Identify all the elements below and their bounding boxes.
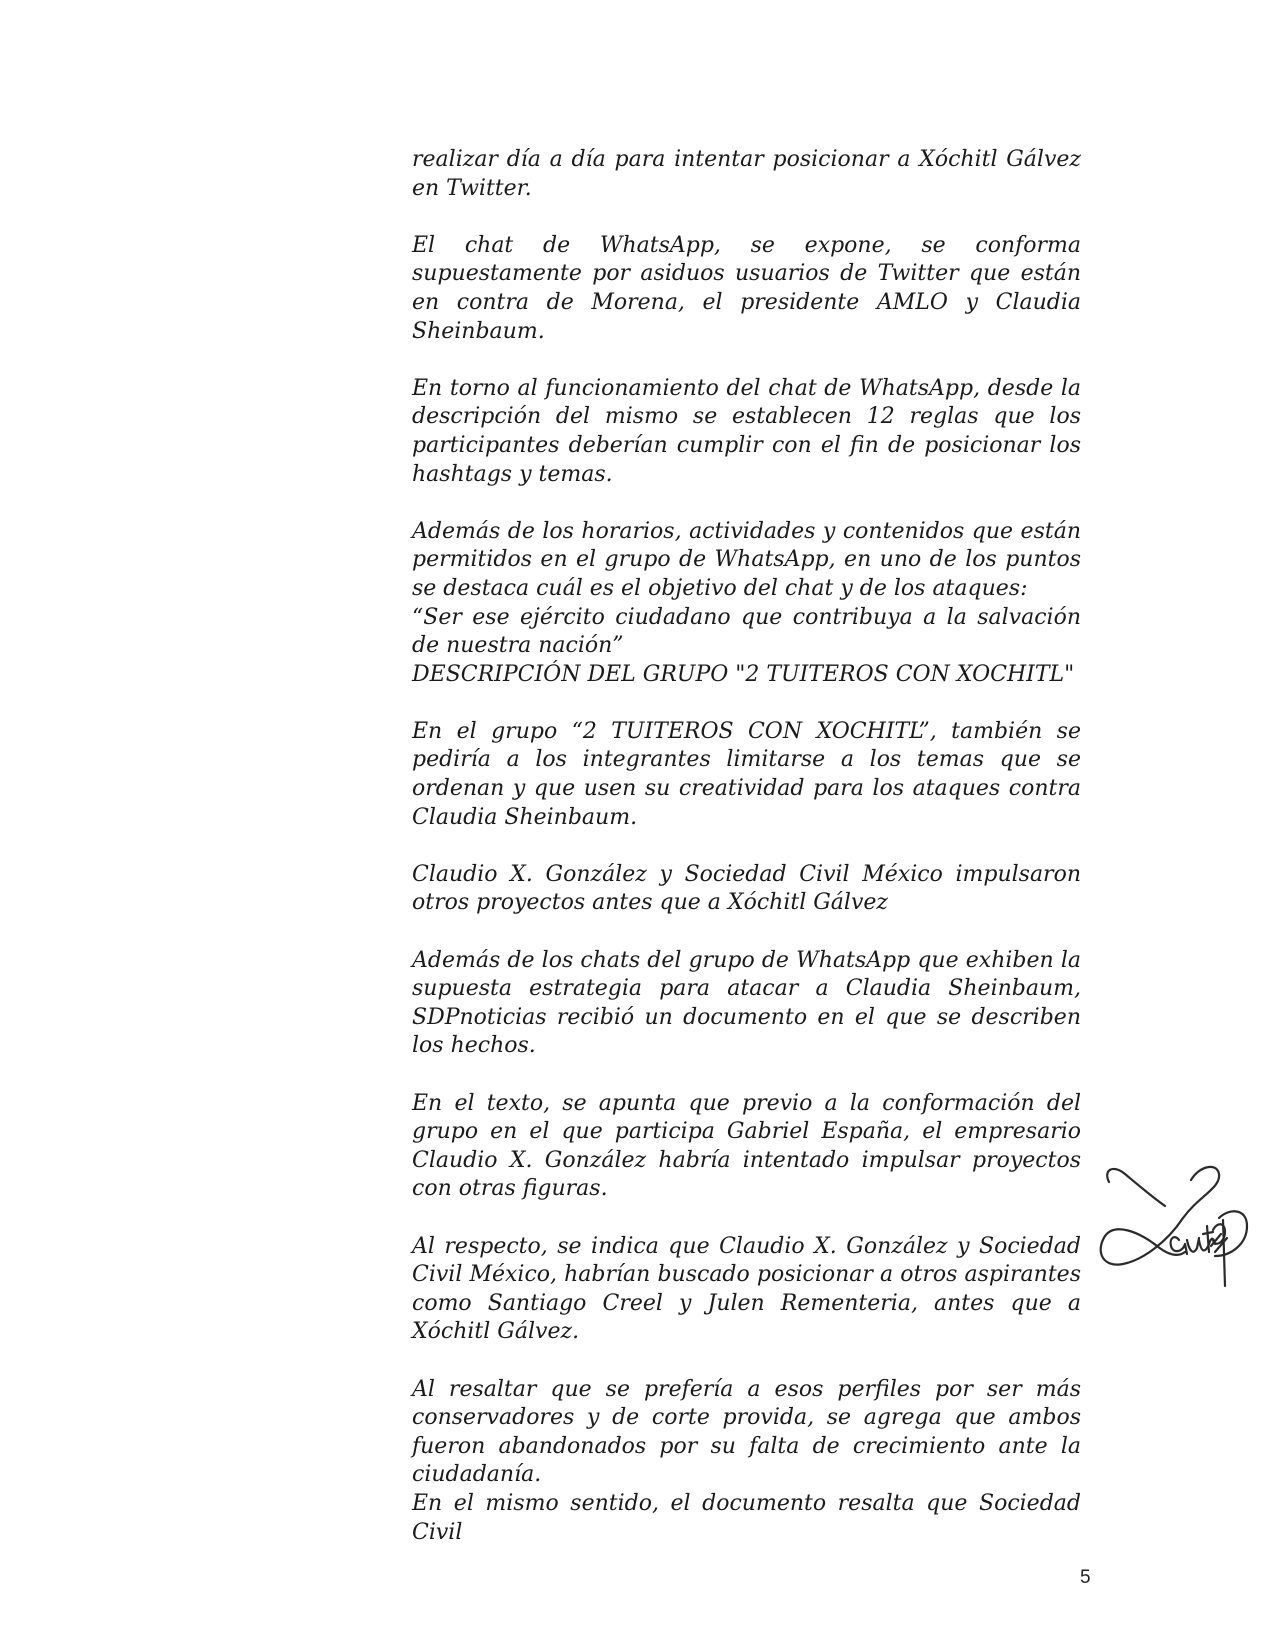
paragraph: Al respecto, se indica que Claudio X. González y Sociedad Civil México, habrían buscado posicionar a otros aspirantes como Santiago Creel y Julen Rementeria, antes que a Xóchitl Gálvez. <box>412 1233 1081 1345</box>
body-text <box>412 146 1081 1547</box>
paragraph: En el grupo “2 TUITEROS CON XOCHITL”, también se pediría a los integrantes limitarse a los temas que se ordenan y que usen su creatividad para los ataques contra Claudia Sheinbaum. <box>412 718 1081 830</box>
paragraph: En el mismo sentido, el documento resalta que Sociedad Civil <box>412 1490 1081 1545</box>
paragraph: En el texto, se apunta que previo a la conformación del grupo en el que participa Gabriel España, el empresario Claudio X. González habría intentado impulsar proyectos con otras figuras. <box>412 1090 1081 1202</box>
section-heading: DESCRIPCIÓN DEL GRUPO "2 TUITEROS CON XOCHITL" <box>412 661 1075 687</box>
paragraph: En torno al funcionamiento del chat de WhatsApp, desde la descripción del mismo se establecen 12 reglas que los participantes deberían cumplir con el fin de posicionar los hashtags y temas. <box>412 375 1081 487</box>
paragraph: realizar día a día para intentar posicionar a Xóchitl Gálvez en Twitter. <box>412 147 1081 201</box>
subheading: Claudio X. González y Sociedad Civil México impulsaron otros proyectos antes que a Xóchitl Gálvez <box>412 861 1081 916</box>
quote: “Ser ese ejército ciudadano que contribuya a la salvación de nuestra nación” <box>412 604 1081 659</box>
paragraph: El chat de WhatsApp, se expone, se conforma supuestamente por asiduos usuarios de Twitter que están en contra de Morena, el presidente AMLO y Claudia Sheinbaum. <box>412 232 1081 344</box>
paragraph: Al resaltar que se prefería a esos perfiles por ser más conservadores y de corte provida, se agrega que ambos fueron abandonados por su falta de crecimiento ante la ciudadanía. <box>412 1376 1081 1488</box>
paragraph: Además de los horarios, actividades y contenidos que están permitidos en el grupo de WhatsApp, en uno de los puntos se destaca cuál es el objetivo del chat y de los ataques: <box>412 518 1081 601</box>
handwritten-signature <box>1095 1160 1250 1295</box>
paragraph: Además de los chats del grupo de WhatsApp que exhiben la supuesta estrategia para atacar a Claudia Sheinbaum, SDPnoticias recibió un documento en el que se describen los hechos. <box>412 947 1081 1059</box>
page-number: 5 <box>1080 1567 1091 1588</box>
